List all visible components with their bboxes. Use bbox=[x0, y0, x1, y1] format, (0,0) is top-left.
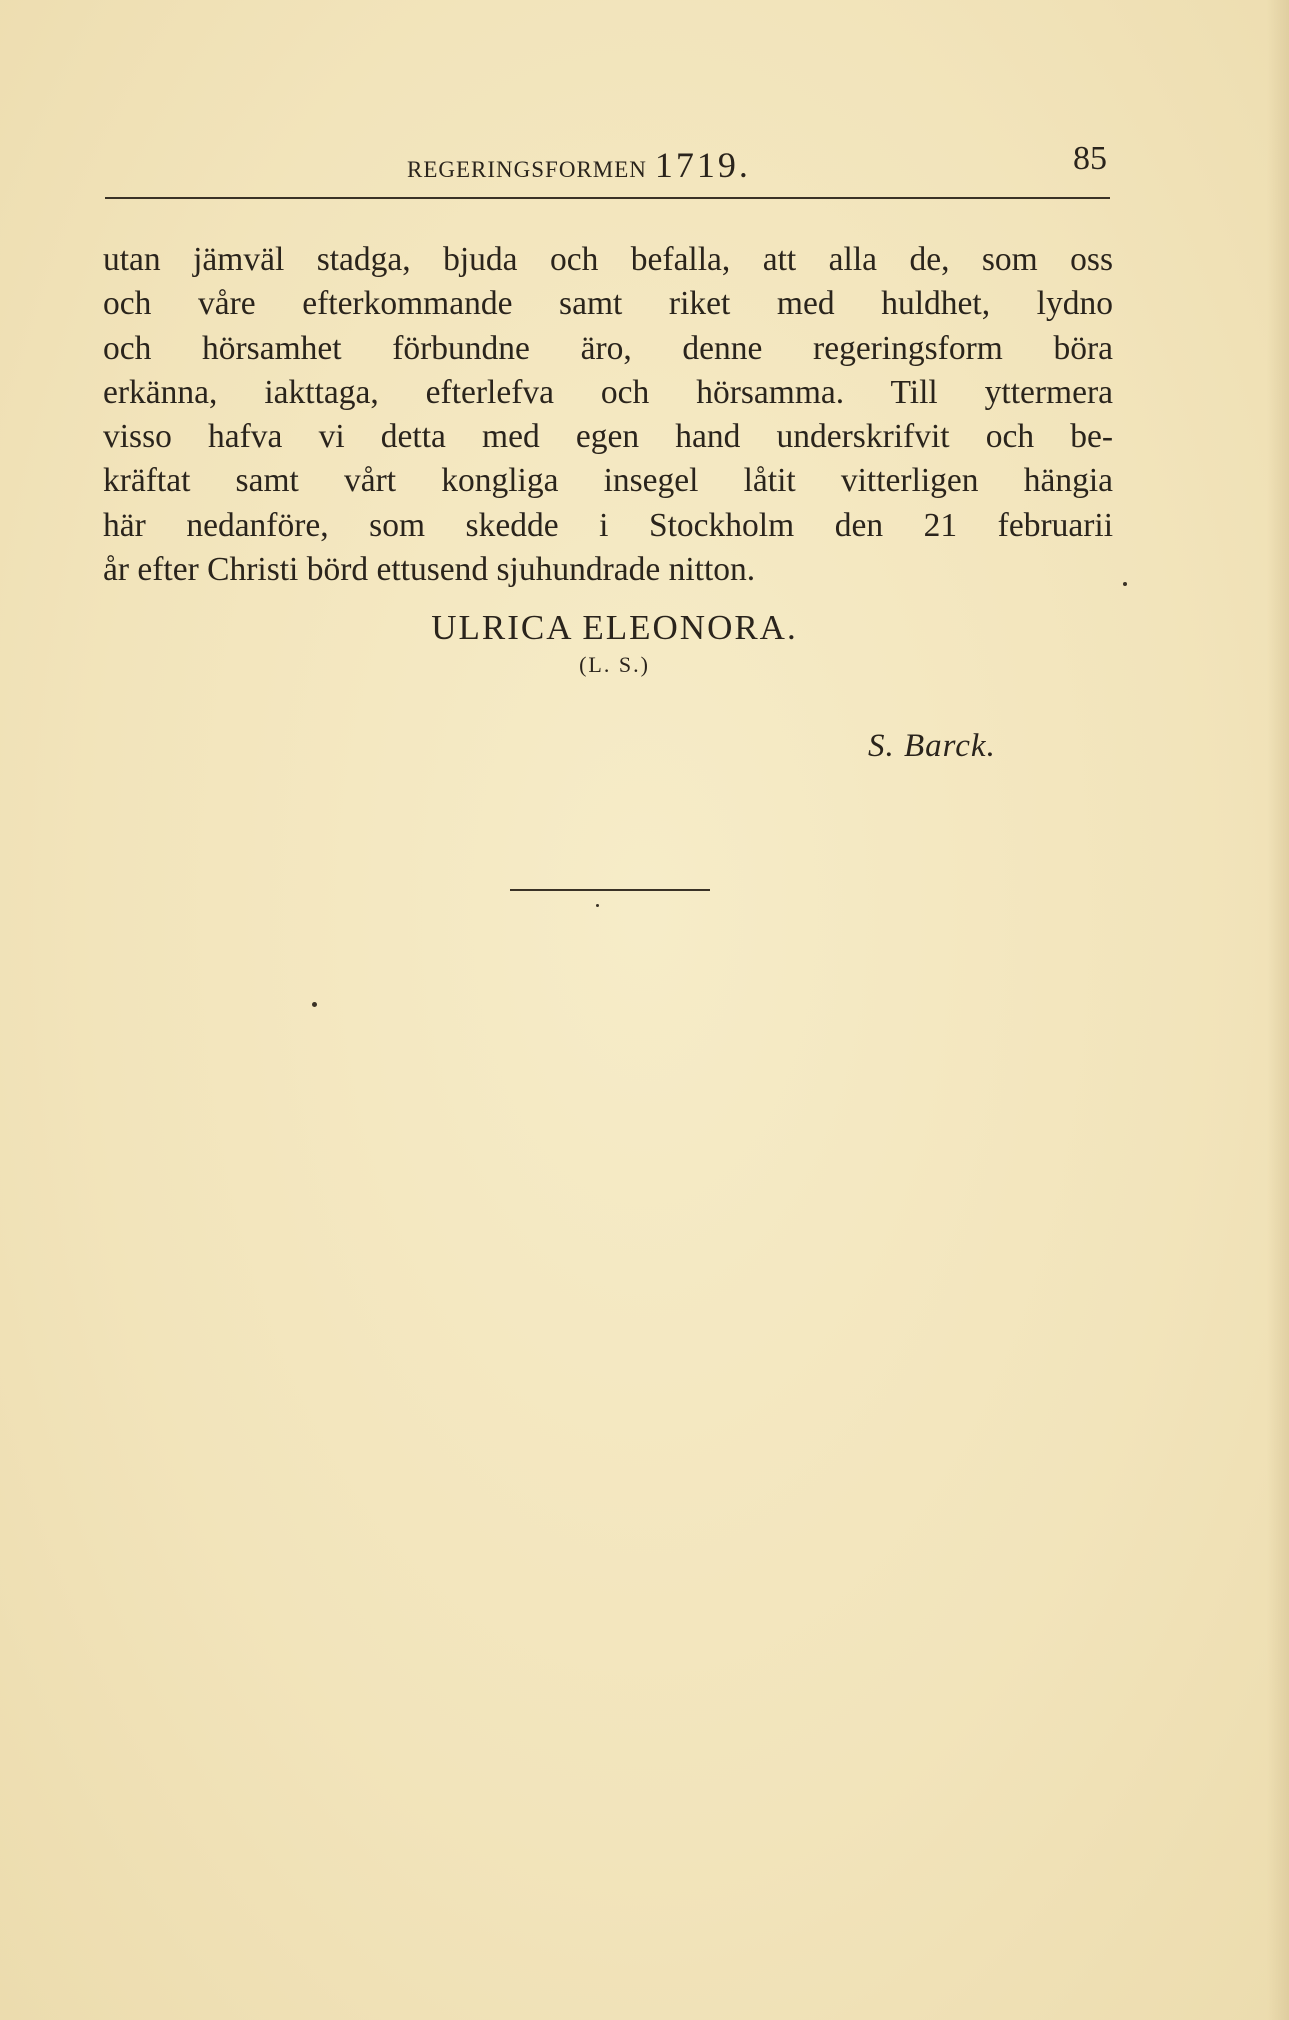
text-line: utan jämväl stadga, bjuda och befalla, att alla de, som oss bbox=[103, 241, 1113, 278]
header-rule bbox=[105, 197, 1110, 199]
signature-block bbox=[0, 608, 1229, 678]
text-line: erkänna, iakttaga, efterlefva och hörsamma. Till yttermera bbox=[103, 373, 1113, 411]
running-title-text: REGERINGSFORMEN bbox=[407, 157, 647, 182]
body-paragraph bbox=[103, 238, 1113, 592]
text-line: och hörsamhet förbundne äro, denne regeringsform böra bbox=[103, 329, 1113, 367]
page-header bbox=[105, 140, 1115, 186]
text-line: här nedanföre, som skedde i Stockholm den 21 februarii bbox=[103, 506, 1113, 544]
seal-mark: (L. S.) bbox=[579, 652, 650, 677]
text-line: kräftat samt vårt kongliga insegel låtit vitterligen hängia bbox=[103, 462, 1113, 500]
text-line: visso hafva vi detta med egen hand underskrifvit och be- bbox=[103, 418, 1113, 456]
end-rule bbox=[510, 889, 710, 891]
signer-name: ULRICA ELEONORA. bbox=[431, 608, 798, 647]
paper-speck bbox=[596, 904, 599, 907]
text-line: år efter Christi börd ettusend sjuhundrade nitton. bbox=[103, 551, 756, 589]
paper-speck bbox=[1123, 582, 1127, 586]
page-edge-shadow bbox=[1267, 0, 1289, 2020]
countersignature: S. Barck. bbox=[868, 728, 996, 764]
page-number: 85 bbox=[1073, 140, 1107, 177]
text-line: och våre efterkommande samt riket med huldhet, lydno bbox=[103, 285, 1113, 323]
running-title bbox=[407, 144, 751, 186]
paper-speck bbox=[312, 1002, 317, 1007]
running-title-year: 1719. bbox=[654, 145, 751, 185]
